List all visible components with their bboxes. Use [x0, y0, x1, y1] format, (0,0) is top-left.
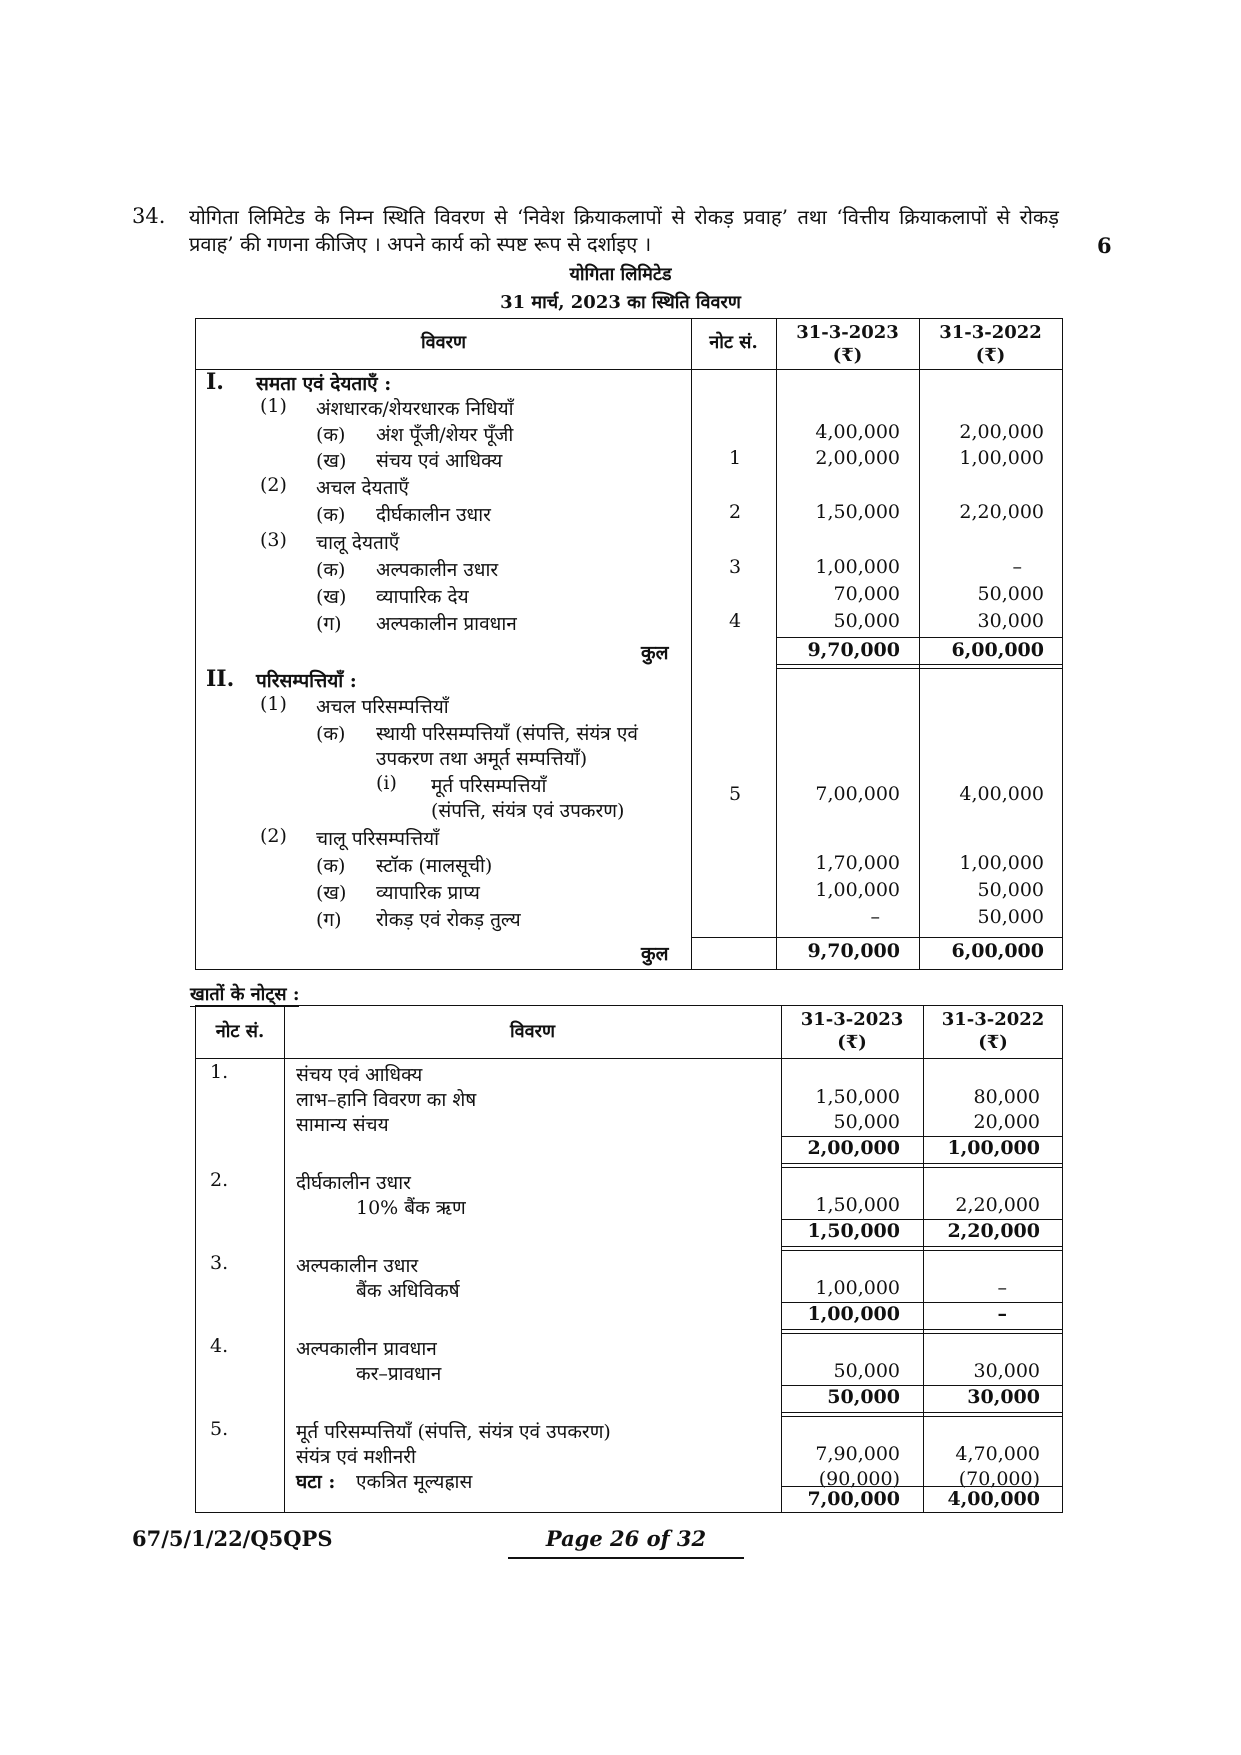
- note-value-2022: –: [997, 1277, 1007, 1299]
- row-long-term-borrowings: दीर्घकालीन उधार: [376, 504, 491, 526]
- row-tangible-assets: मूर्त परिसम्पत्तियाँ: [431, 775, 547, 797]
- note-number: 4.: [210, 1335, 229, 1357]
- row-tangible-assets-cont: (संपत्ति, संयंत्र एवं उपकरण): [431, 800, 625, 822]
- row-label: (2): [260, 825, 287, 847]
- value-2023: 1,50,000: [815, 501, 900, 523]
- note-value-2023: 1,50,000: [815, 1086, 900, 1108]
- note-line: संयंत्र एवं मशीनरी: [296, 1446, 416, 1468]
- value-2023: 2,00,000: [815, 447, 900, 469]
- note-line: एकत्रित मूल्यह्रास: [356, 1471, 473, 1493]
- row-fixed-assets-cont: उपकरण तथा अमूर्त सम्पत्तियाँ): [376, 748, 588, 770]
- note-total-2022: 4,00,000: [947, 1488, 1040, 1510]
- row-share-capital: अंश पूँजी/शेयर पूँजी: [376, 424, 514, 446]
- note-value-2023: 1,50,000: [815, 1194, 900, 1216]
- value-2022: 50,000: [977, 583, 1044, 605]
- note-value-2023: 1,00,000: [815, 1277, 900, 1299]
- note-ref: 5: [729, 783, 742, 805]
- value-2022: 2,20,000: [959, 501, 1044, 523]
- value-2022: 1,00,000: [959, 447, 1044, 469]
- row-cash: रोकड़ एवं रोकड़ तुल्य: [376, 909, 521, 931]
- row-current-assets: चालू परिसम्पत्तियाँ: [316, 828, 440, 850]
- note-line: बैंक अधिविकर्ष: [356, 1280, 460, 1302]
- note-title: दीर्घकालीन उधार: [296, 1172, 411, 1194]
- company-name: योगिता लिमिटेड: [569, 264, 672, 285]
- total-2022: 6,00,000: [951, 940, 1044, 962]
- note-value-2023: 50,000: [833, 1111, 900, 1133]
- note-title: संचय एवं आधिक्य: [296, 1064, 423, 1086]
- note-line: सामान्य संचय: [296, 1114, 389, 1136]
- row-label: (क): [316, 424, 346, 446]
- section-i-label: I.: [206, 369, 224, 395]
- total-2022: 6,00,000: [951, 639, 1044, 661]
- question-number: 34.: [132, 204, 166, 228]
- row-label: (2): [260, 474, 287, 496]
- row-non-current-liabilities: अचल देयताएँ: [316, 477, 409, 499]
- row-label: (क): [316, 855, 346, 877]
- value-2023: 1,00,000: [815, 879, 900, 901]
- row-label: (1): [260, 693, 287, 715]
- note-value-2022: 2,20,000: [955, 1194, 1040, 1216]
- row-label: (ख): [316, 882, 347, 904]
- note-value-2022: 4,70,000: [955, 1443, 1040, 1465]
- value-2023: 1,00,000: [815, 556, 900, 578]
- note-value-2023: (90,000): [818, 1468, 900, 1490]
- row-label: (i): [376, 772, 397, 794]
- row-current-liabilities: चालू देयताएँ: [316, 532, 400, 554]
- value-2022: 50,000: [977, 879, 1044, 901]
- total-label: कुल: [641, 943, 669, 965]
- row-reserves: संचय एवं आधिक्य: [376, 450, 503, 472]
- value-2022: 1,00,000: [959, 852, 1044, 874]
- value-2022: 50,000: [977, 906, 1044, 928]
- note-ref: 1: [729, 447, 742, 469]
- value-2023: 4,00,000: [815, 421, 900, 443]
- note-value-2022: 20,000: [973, 1111, 1040, 1133]
- row-non-current-assets: अचल परिसम्पत्तियाँ: [316, 696, 449, 718]
- row-label: (ख): [316, 586, 347, 608]
- note-total-2023: 1,50,000: [807, 1220, 900, 1242]
- note-total-2022: –: [997, 1303, 1007, 1325]
- note-total-2023: 2,00,000: [807, 1137, 900, 1159]
- section-ii-label: II.: [206, 666, 235, 692]
- note-total-2022: 30,000: [967, 1386, 1040, 1408]
- value-2022: 30,000: [977, 610, 1044, 632]
- row-label: (ख): [316, 450, 347, 472]
- header-2022: 31-3-2022 (₹): [939, 322, 1042, 366]
- value-2023: –: [870, 906, 880, 928]
- note-total-2022: 2,20,000: [947, 1220, 1040, 1242]
- value-2023: 1,70,000: [815, 852, 900, 874]
- notes-header-particulars: विवरण: [509, 1021, 556, 1042]
- note-total-2023: 7,00,000: [807, 1488, 900, 1510]
- balance-sheet-table: [195, 318, 1063, 970]
- row-short-term-borrowings: अल्पकालीन उधार: [376, 559, 499, 581]
- total-label: कुल: [641, 642, 669, 664]
- header-particulars: विवरण: [420, 332, 467, 353]
- row-trade-receivables: व्यापारिक प्राप्य: [376, 882, 480, 904]
- note-total-2023: 50,000: [827, 1386, 900, 1408]
- row-label: (क): [316, 559, 346, 581]
- value-2022: 2,00,000: [959, 421, 1044, 443]
- balance-sheet-title: 31 मार्च, 2023 का स्थिति विवरण: [500, 292, 741, 313]
- notes-title: खातों के नोट्स :: [190, 984, 300, 1005]
- note-value-2023: 7,90,000: [815, 1443, 900, 1465]
- note-line: कर–प्रावधान: [356, 1363, 442, 1385]
- note-less-label: घटा :: [296, 1471, 336, 1493]
- note-title: अल्पकालीन प्रावधान: [296, 1338, 437, 1360]
- note-total-2023: 1,00,000: [807, 1303, 900, 1325]
- note-title: अल्पकालीन उधार: [296, 1255, 419, 1277]
- row-trade-payables: व्यापारिक देय: [376, 586, 469, 608]
- paper-code: 67/5/1/22/Q5QPS: [132, 1526, 333, 1551]
- header-2023: 31-3-2023 (₹): [796, 322, 899, 366]
- row-shareholders-funds: अंशधारक/शेयरधारक निधियाँ: [316, 398, 514, 420]
- note-number: 3.: [210, 1252, 229, 1274]
- note-ref: 3: [729, 556, 742, 578]
- row-label: (क): [316, 723, 346, 745]
- row-label: (क): [316, 504, 346, 526]
- note-total-2022: 1,00,000: [947, 1137, 1040, 1159]
- row-inventory: स्टॉक (मालसूची): [376, 855, 493, 877]
- note-number: 2.: [210, 1169, 229, 1191]
- notes-table: [195, 1005, 1063, 1513]
- question-text: योगिता लिमिटेड के निम्न स्थिति विवरण से ‘निवेश क्रियाकलापों से रोकड़ प्रवाह’ तथा ‘वित्तीय क्रियाकलापों से रोकड़ प्रवाह’ की गणना कीजिए । अपने कार्य को स्पष्ट रूप से दर्शाइए ।: [189, 205, 1059, 256]
- note-line: 10% बैंक ऋण: [356, 1197, 466, 1219]
- row-label: (ग): [316, 613, 342, 635]
- row-label: (1): [260, 395, 287, 417]
- total-2023: 9,70,000: [807, 940, 900, 962]
- note-value-2022: 30,000: [973, 1360, 1040, 1382]
- total-2023: 9,70,000: [807, 639, 900, 661]
- note-value-2022: (70,000): [958, 1468, 1040, 1490]
- row-short-term-provisions: अल्पकालीन प्रावधान: [376, 613, 517, 635]
- note-number: 1.: [210, 1061, 229, 1083]
- note-ref: 4: [729, 610, 742, 632]
- value-2022: 4,00,000: [959, 783, 1044, 805]
- header-note: नोट सं.: [709, 332, 758, 353]
- row-label: (3): [260, 529, 287, 551]
- section-i-title: समता एवं देयताएँ :: [256, 373, 392, 395]
- row-label: (ग): [316, 909, 342, 931]
- note-number: 5.: [210, 1418, 229, 1440]
- note-title: मूर्त परिसम्पत्तियाँ (संपत्ति, संयंत्र एवं उपकरण): [296, 1421, 611, 1443]
- value-2023: 50,000: [833, 610, 900, 632]
- value-2022: –: [1012, 556, 1022, 578]
- note-value-2022: 80,000: [973, 1086, 1040, 1108]
- note-value-2023: 50,000: [833, 1360, 900, 1382]
- row-fixed-assets: स्थायी परिसम्पत्तियाँ (संपत्ति, संयंत्र एवं: [376, 723, 638, 745]
- section-ii-title: परिसम्पत्तियाँ :: [256, 670, 357, 692]
- notes-header-note: नोट सं.: [215, 1021, 265, 1042]
- value-2023: 70,000: [833, 583, 900, 605]
- value-2023: 7,00,000: [815, 783, 900, 805]
- notes-header-2023: 31-3-2023 (₹): [800, 1009, 904, 1053]
- note-line: लाभ–हानि विवरण का शेष: [296, 1089, 477, 1111]
- question-marks: 6: [1097, 233, 1112, 258]
- notes-header-2022: 31-3-2022 (₹): [941, 1009, 1045, 1053]
- note-ref: 2: [729, 501, 742, 523]
- page-number: Page 26 of 32: [508, 1526, 744, 1559]
